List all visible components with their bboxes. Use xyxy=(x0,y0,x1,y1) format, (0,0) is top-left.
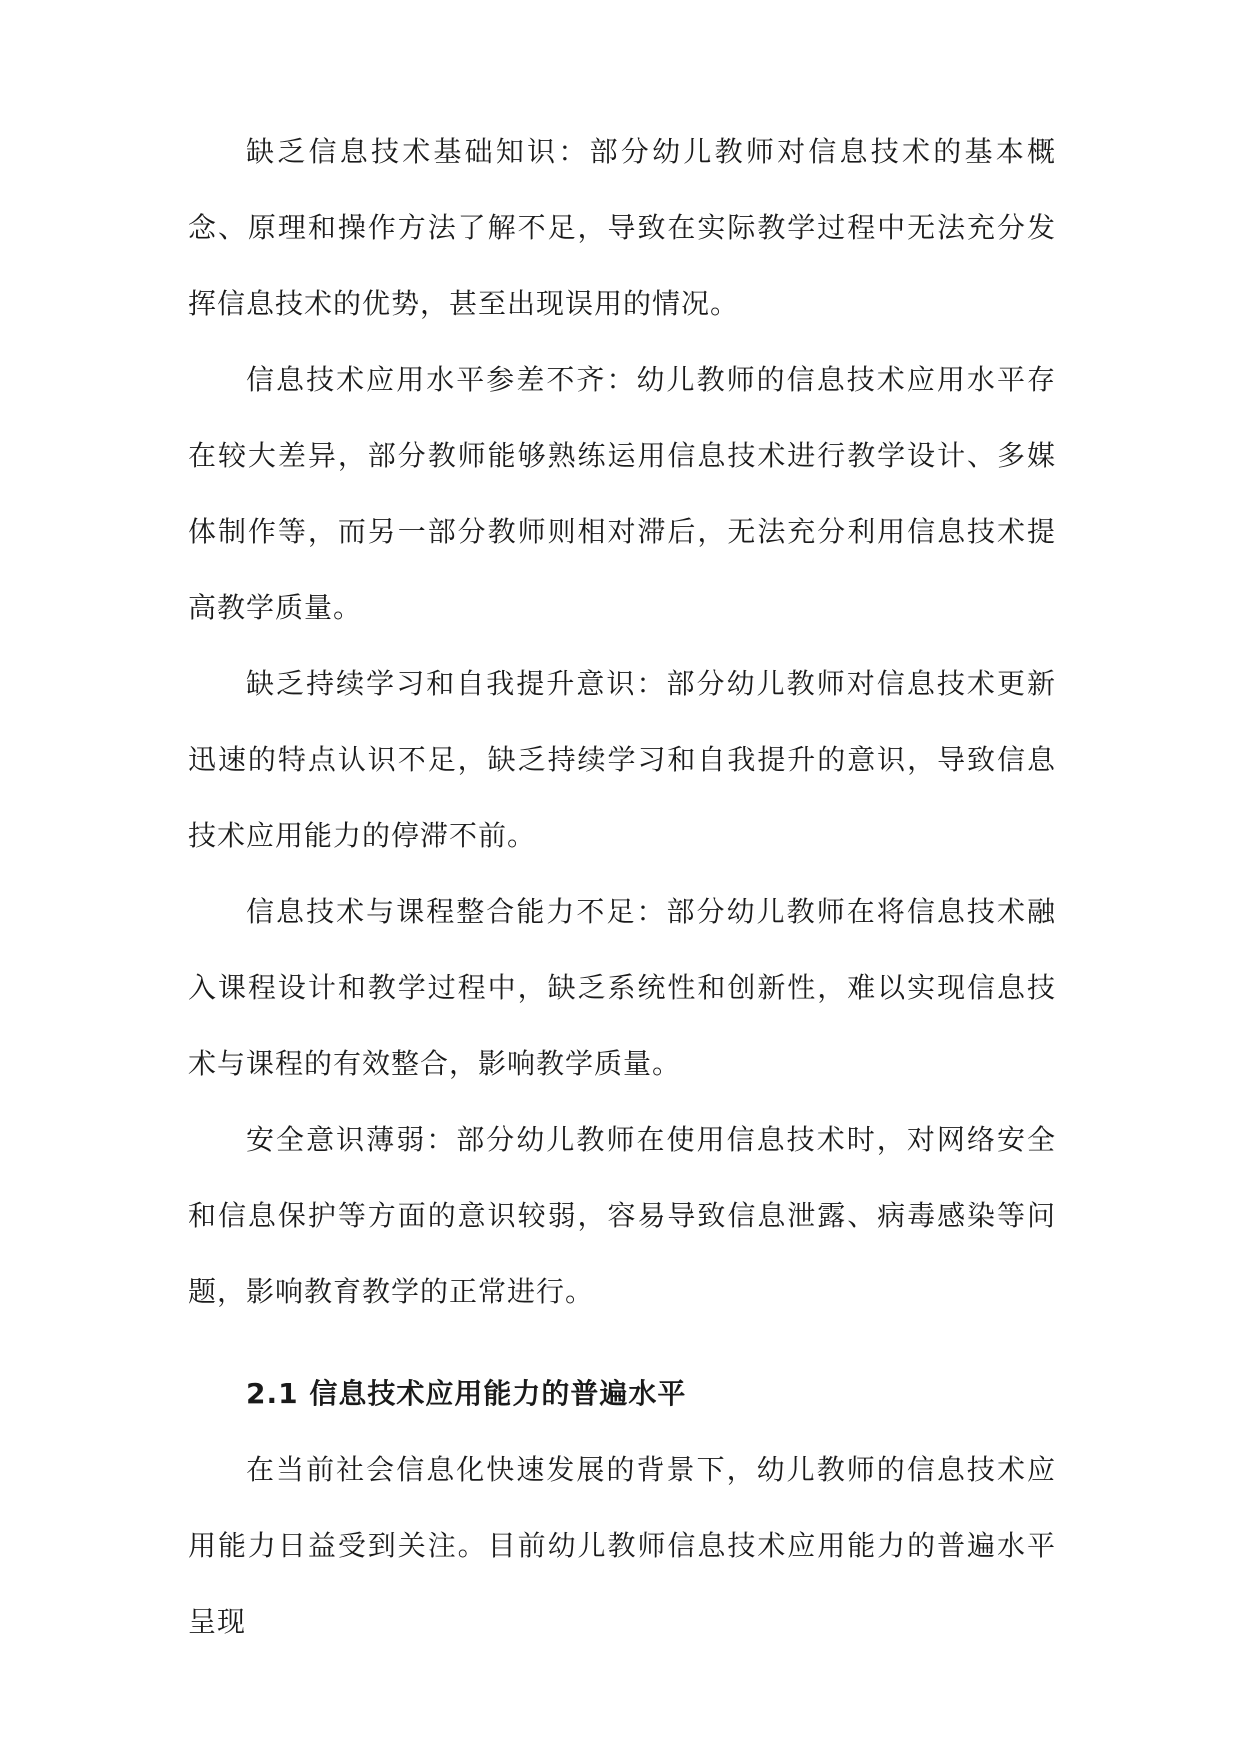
body-text-top xyxy=(188,114,1056,1330)
paragraph-continuous-learning: 缺乏持续学习和自我提升意识：部分幼儿教师对信息技术更新迅速的特点认识不足，缺乏持续学习和自我提升的意识，导致信息技术应用能力的停滞不前。 xyxy=(188,667,1056,852)
section-heading: 2.1 信息技术应用能力的普遍水平 xyxy=(246,1377,687,1410)
paragraph-general-level: 在当前社会信息化快速发展的背景下，幼儿教师的信息技术应用能力日益受到关注。目前幼儿教师信息技术应用能力的普遍水平呈现 xyxy=(188,1453,1056,1638)
paragraph-application-level: 信息技术应用水平参差不齐：幼儿教师的信息技术应用水平存在较大差异，部分教师能够熟练运用信息技术进行教学设计、多媒体制作等，而另一部分教师则相对滞后，无法充分利用信息技术提高教学质量。 xyxy=(188,363,1056,624)
paragraph-curriculum-integration: 信息技术与课程整合能力不足：部分幼儿教师在将信息技术融入课程设计和教学过程中，缺乏系统性和创新性，难以实现信息技术与课程的有效整合，影响教学质量。 xyxy=(188,895,1056,1080)
paragraph-basic-knowledge: 缺乏信息技术基础知识：部分幼儿教师对信息技术的基本概念、原理和操作方法了解不足，导致在实际教学过程中无法充分发挥信息技术的优势，甚至出现误用的情况。 xyxy=(188,135,1056,320)
section-2-1 xyxy=(188,1356,1056,1660)
paragraph-security-awareness: 安全意识薄弱：部分幼儿教师在使用信息技术时，对网络安全和信息保护等方面的意识较弱，容易导致信息泄露、病毒感染等问题，影响教育教学的正常进行。 xyxy=(188,1123,1056,1308)
